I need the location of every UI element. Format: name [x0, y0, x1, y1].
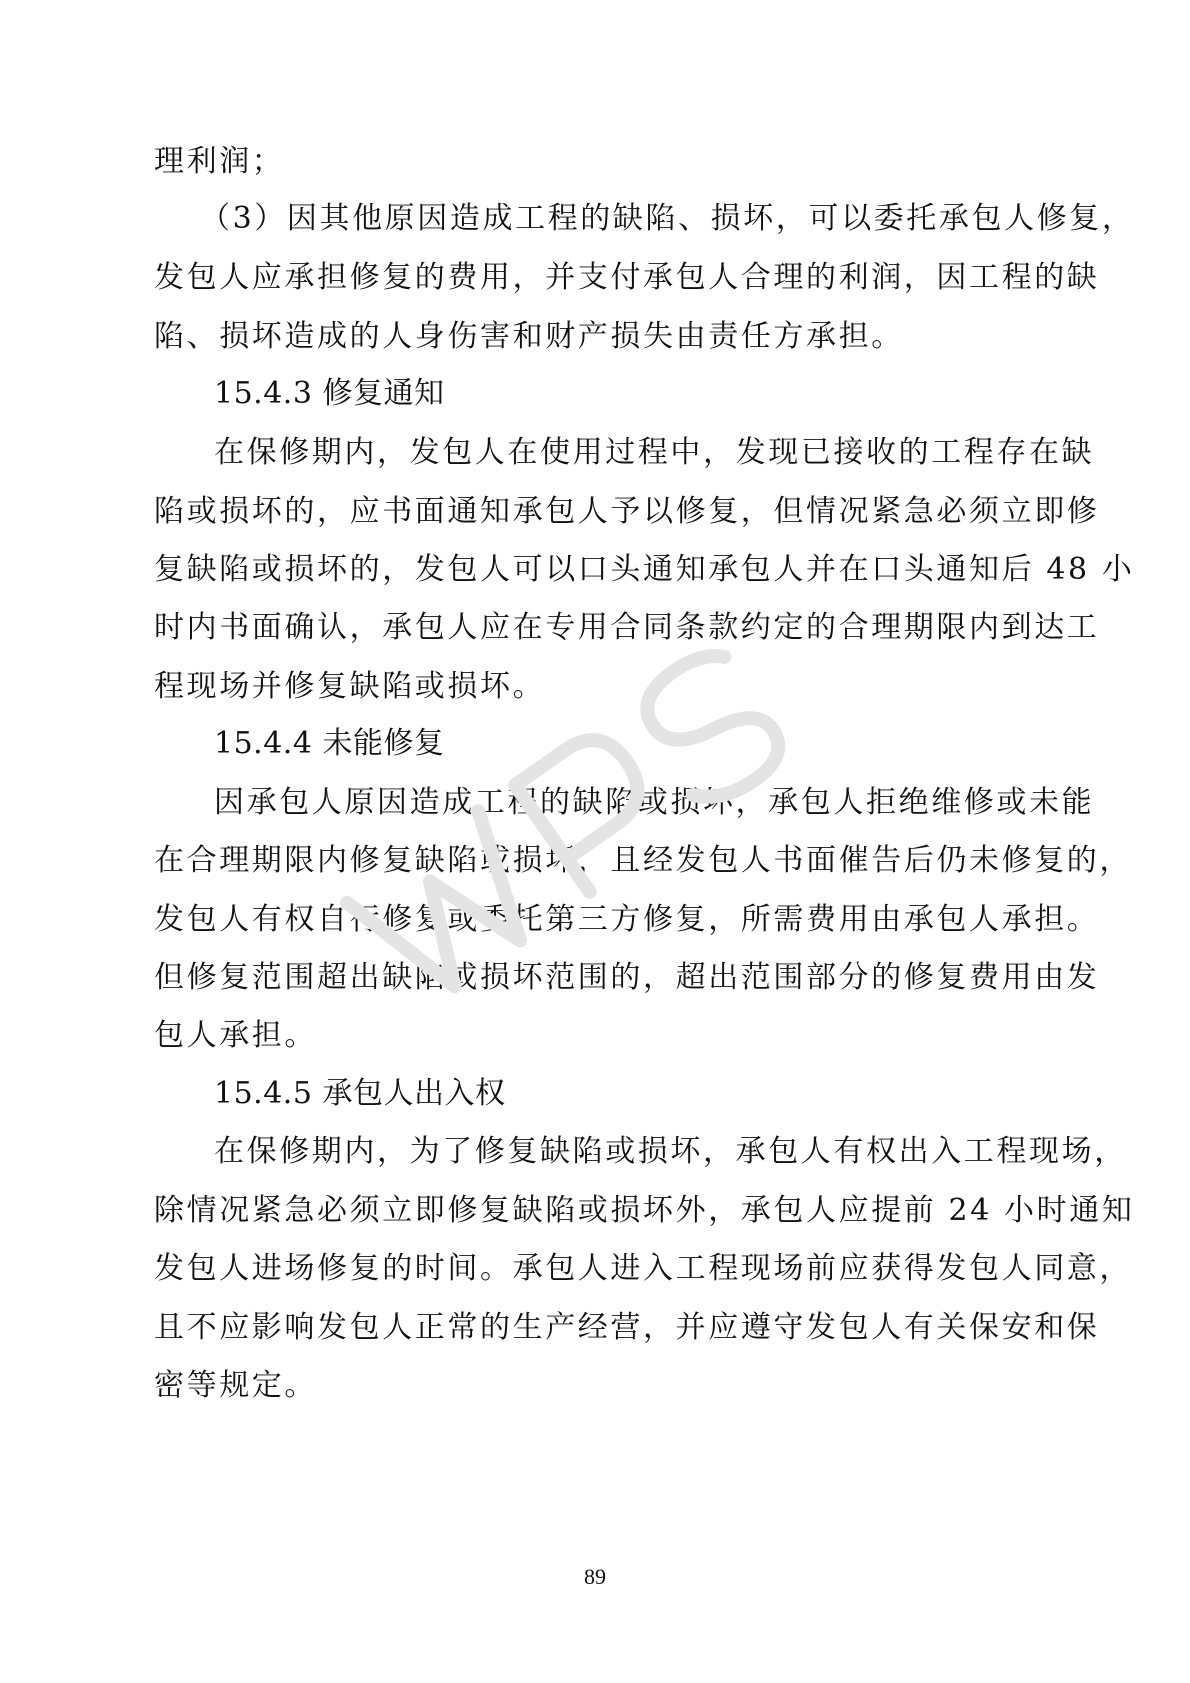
- paragraph-line: 发包人应承担修复的费用，并支付承包人合理的利润，因工程的缺: [154, 260, 1100, 295]
- paragraph-line: 因承包人原因造成工程的缺陷或损坏，承包人拒绝维修或未能: [214, 785, 1095, 820]
- paragraph-line: 且不应影响发包人正常的生产经营，并应遵守发包人有关保安和保: [154, 1310, 1100, 1345]
- paragraph-line: 陷或损坏的，应书面通知承包人予以修复，但情况紧急必须立即修: [154, 494, 1100, 529]
- paragraph-line: 程现场并修复缺陷或损坏。: [154, 669, 546, 704]
- paragraph-line: 包人承担。: [154, 1018, 317, 1053]
- paragraph-line: 陷、损坏造成的人身伤害和财产损失由责任方承担。: [154, 319, 904, 354]
- paragraph-line: 密等规定。: [154, 1368, 317, 1403]
- section-heading-15-4-5: 15.4.5 承包人出入权: [214, 1076, 506, 1111]
- paragraph-line: 理利润；: [154, 144, 285, 179]
- section-heading-15-4-3: 15.4.3 修复通知: [214, 376, 445, 411]
- paragraph-line: 复缺陷或损坏的，发包人可以口头通知承包人并在口头通知后 48 小: [154, 552, 1135, 587]
- paragraph-line: 在保修期内，为了修复缺陷或损坏，承包人有权出入工程现场，: [214, 1134, 1127, 1169]
- paragraph-line: 除情况紧急必须立即修复缺陷或损坏外，承包人应提前 24 小时通知: [154, 1193, 1135, 1228]
- paragraph-line: 在保修期内，发包人在使用过程中，发现已接收的工程存在缺: [214, 435, 1095, 470]
- section-heading-15-4-4: 15.4.4 未能修复: [214, 726, 445, 761]
- paragraph-line: 在合理期限内修复缺陷或损坏，且经发包人书面催告后仍未修复的，: [154, 843, 1132, 878]
- paragraph-line: 发包人有权自行修复或委托第三方修复，所需费用由承包人承担。: [154, 902, 1100, 937]
- paragraph-line: 但修复范围超出缺陷或损坏范围的，超出范围部分的修复费用由发: [154, 960, 1100, 995]
- paragraph-line: 发包人进场修复的时间。承包人进入工程现场前应获得发包人同意，: [154, 1251, 1132, 1286]
- page-number: 89: [584, 1564, 606, 1589]
- paragraph-line: （3）因其他原因造成工程的缺陷、损坏，可以委托承包人修复，: [200, 201, 1135, 236]
- paragraph-line: 时内书面确认，承包人应在专用合同条款约定的合理期限内到达工: [154, 610, 1100, 645]
